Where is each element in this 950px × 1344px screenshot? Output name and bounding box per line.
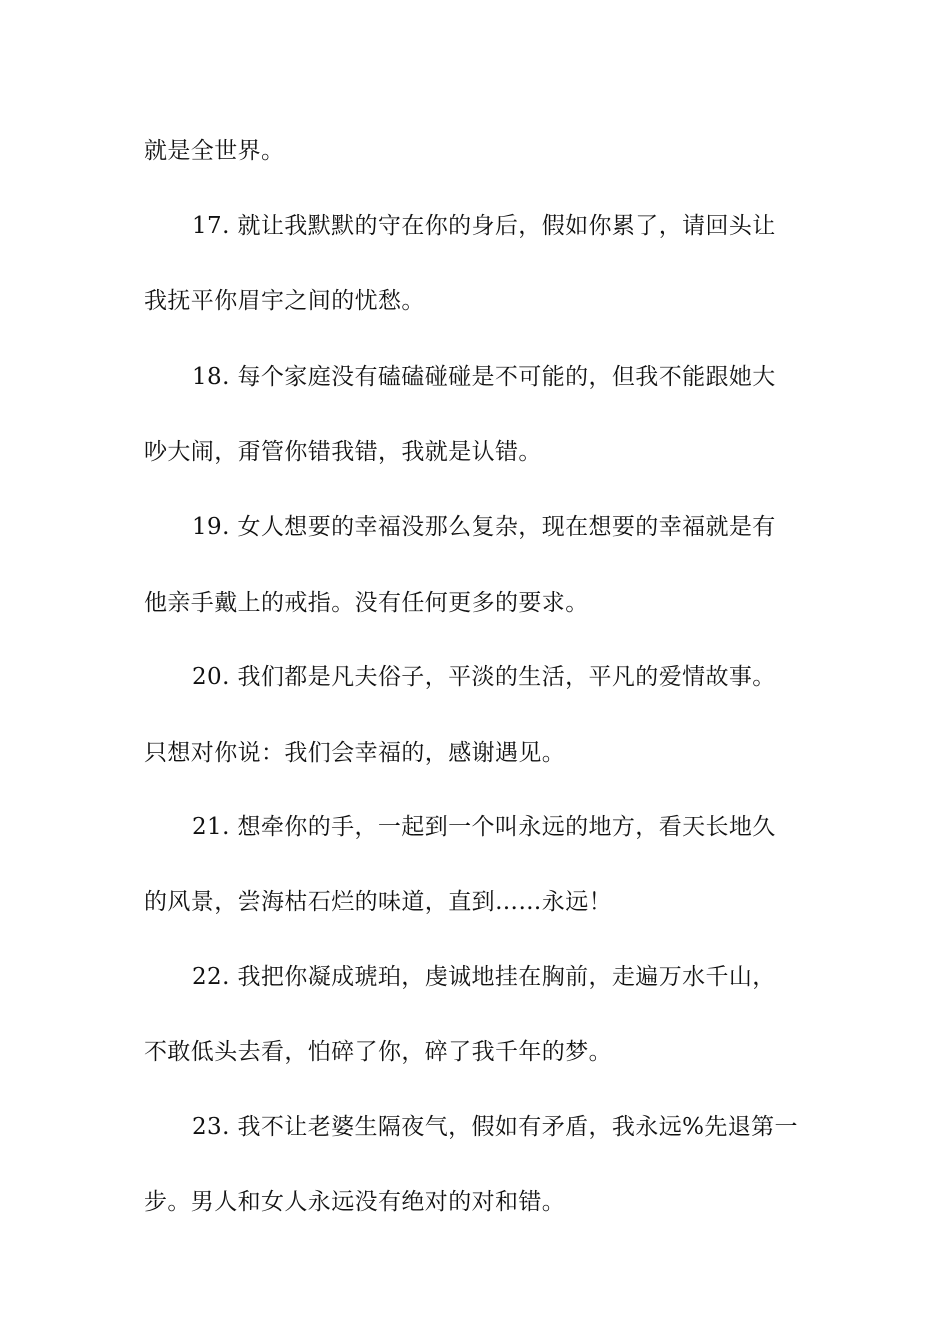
text-line: 我抚平你眉宇之间的忧愁。 — [144, 288, 425, 314]
text-line: 不敢低头去看，怕碎了你，碎了我千年的梦。 — [144, 1039, 612, 1065]
text-line: 他亲手戴上的戒指。没有任何更多的要求。 — [144, 590, 589, 616]
text-line: 吵大闹，甭管你错我错，我就是认错。 — [144, 439, 542, 465]
text-line: 只想对你说：我们会幸福的，感谢遇见。 — [144, 740, 566, 766]
list-item-22-first-line: 22. 我把你凝成琥珀，虔诚地挂在胸前，走遍万水千山， — [192, 964, 776, 990]
list-item-23-first-line: 23. 我不让老婆生隔夜气，假如有矛盾，我永远%先退第一 — [192, 1114, 798, 1140]
list-item-20-first-line: 20. 我们都是凡夫俗子，平淡的生活，平凡的爱情故事。 — [192, 664, 776, 690]
text-line: 步。男人和女人永远没有绝对的对和错。 — [144, 1189, 566, 1215]
list-item-21-first-line: 21. 想牵你的手，一起到一个叫永远的地方，看天长地久 — [192, 814, 776, 840]
list-item-18-first-line: 18. 每个家庭没有磕磕碰碰是不可能的，但我不能跟她大 — [192, 364, 776, 390]
text-line: 就是全世界。 — [144, 138, 285, 164]
list-item-17-first-line: 17. 就让我默默的守在你的身后，假如你累了，请回头让 — [192, 213, 776, 239]
text-line: 的风景，尝海枯石烂的味道，直到……永远！ — [144, 889, 612, 915]
list-item-19-first-line: 19. 女人想要的幸福没那么复杂，现在想要的幸福就是有 — [192, 514, 776, 540]
